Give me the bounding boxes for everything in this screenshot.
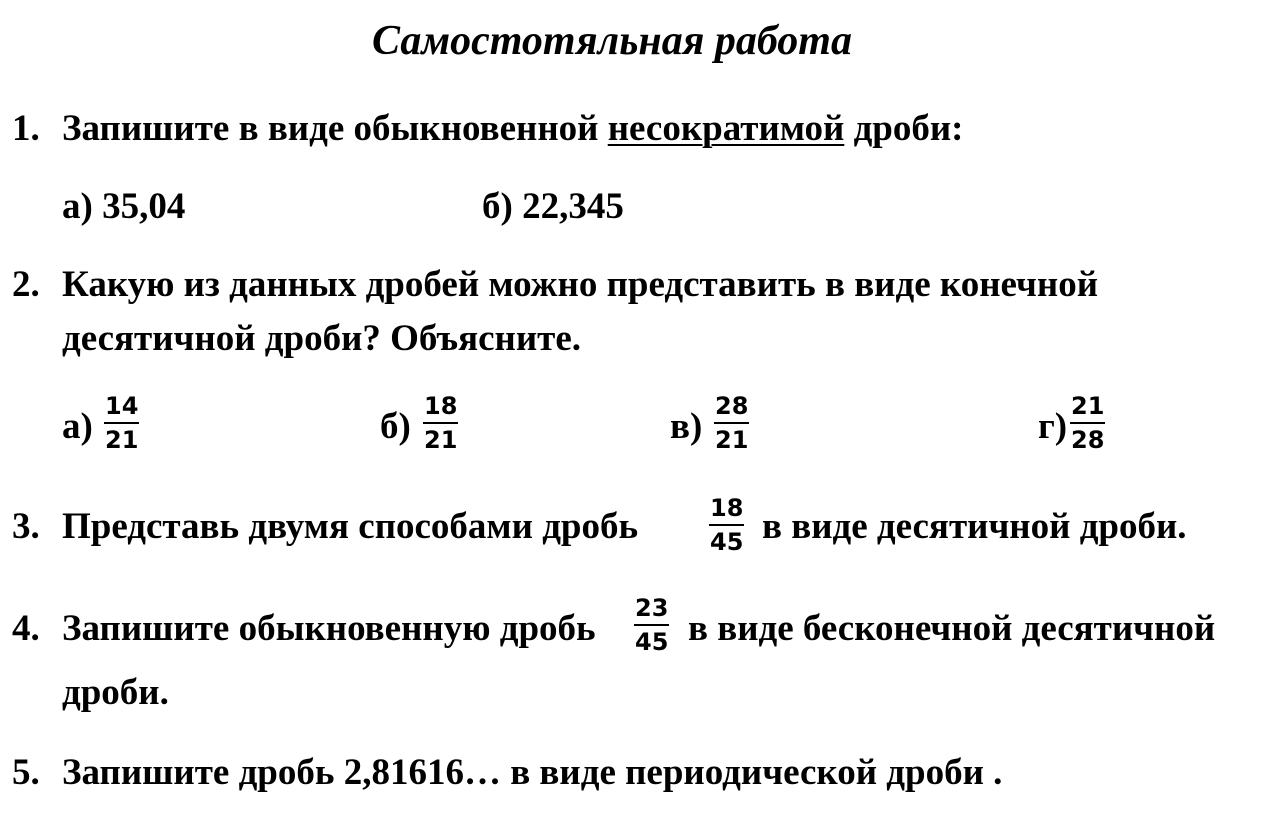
fraction-numerator: 18 — [709, 496, 744, 526]
task-2-item-a-label: а) — [62, 406, 93, 447]
task-3-text-after: в виде десятичной дроби. — [762, 506, 1187, 547]
task-2-item-c-fraction — [714, 394, 749, 452]
task-2-item-d-fraction — [1070, 394, 1105, 452]
task-4-text-before: Запишите обыкновенную дробь — [62, 608, 596, 649]
fraction-denominator: 21 — [715, 426, 749, 454]
task-5-number: 5. — [12, 752, 40, 793]
page-title: Самостотяльная работа — [372, 18, 852, 64]
task-1-underlined-word: несократимой — [607, 108, 845, 149]
task-1-number: 1. — [12, 108, 40, 149]
task-2-number: 2. — [12, 264, 40, 305]
task-2-line-2: десятичной дроби? Объясните. — [62, 318, 581, 359]
task-3-text-before: Представь двумя способами дробь — [62, 506, 639, 547]
fraction-denominator: 45 — [710, 528, 744, 556]
fraction-denominator: 45 — [635, 628, 669, 656]
task-2-item-a-fraction — [104, 394, 139, 452]
task-2-item-d-label: г) — [1038, 406, 1068, 447]
fraction-numerator: 18 — [423, 394, 458, 424]
fraction-numerator: 14 — [104, 394, 139, 424]
task-1-text-after: дроби: — [844, 108, 964, 149]
task-2-item-b-label: б) — [380, 406, 411, 447]
task-2-line-1: Какую из данных дробей можно представить в виде конечной — [62, 264, 1099, 305]
task-1-item-b: б) 22,345 — [482, 186, 624, 227]
fraction-numerator: 28 — [714, 394, 749, 424]
task-4-line-2: дроби. — [62, 672, 169, 713]
task-5-text: Запишите дробь 2,81616… в виде периодической дроби . — [62, 752, 1003, 793]
task-4-number: 4. — [12, 608, 40, 649]
fraction-numerator: 21 — [1070, 394, 1105, 424]
task-4-fraction — [634, 596, 669, 654]
task-4-text-after: в виде бесконечной десятичной — [688, 608, 1216, 649]
task-2-item-c-label: в) — [670, 406, 703, 447]
fraction-denominator: 21 — [105, 426, 139, 454]
task-3-number: 3. — [12, 506, 40, 547]
task-2-item-b-fraction — [423, 394, 458, 452]
task-1-text — [62, 110, 964, 147]
task-3-fraction — [709, 496, 744, 554]
fraction-denominator: 28 — [1071, 426, 1105, 454]
task-1-text-before: Запишите в виде обыкновенной — [62, 108, 608, 149]
task-1-item-a: а) 35,04 — [62, 186, 186, 227]
fraction-denominator: 21 — [424, 426, 458, 454]
fraction-numerator: 23 — [634, 596, 669, 626]
